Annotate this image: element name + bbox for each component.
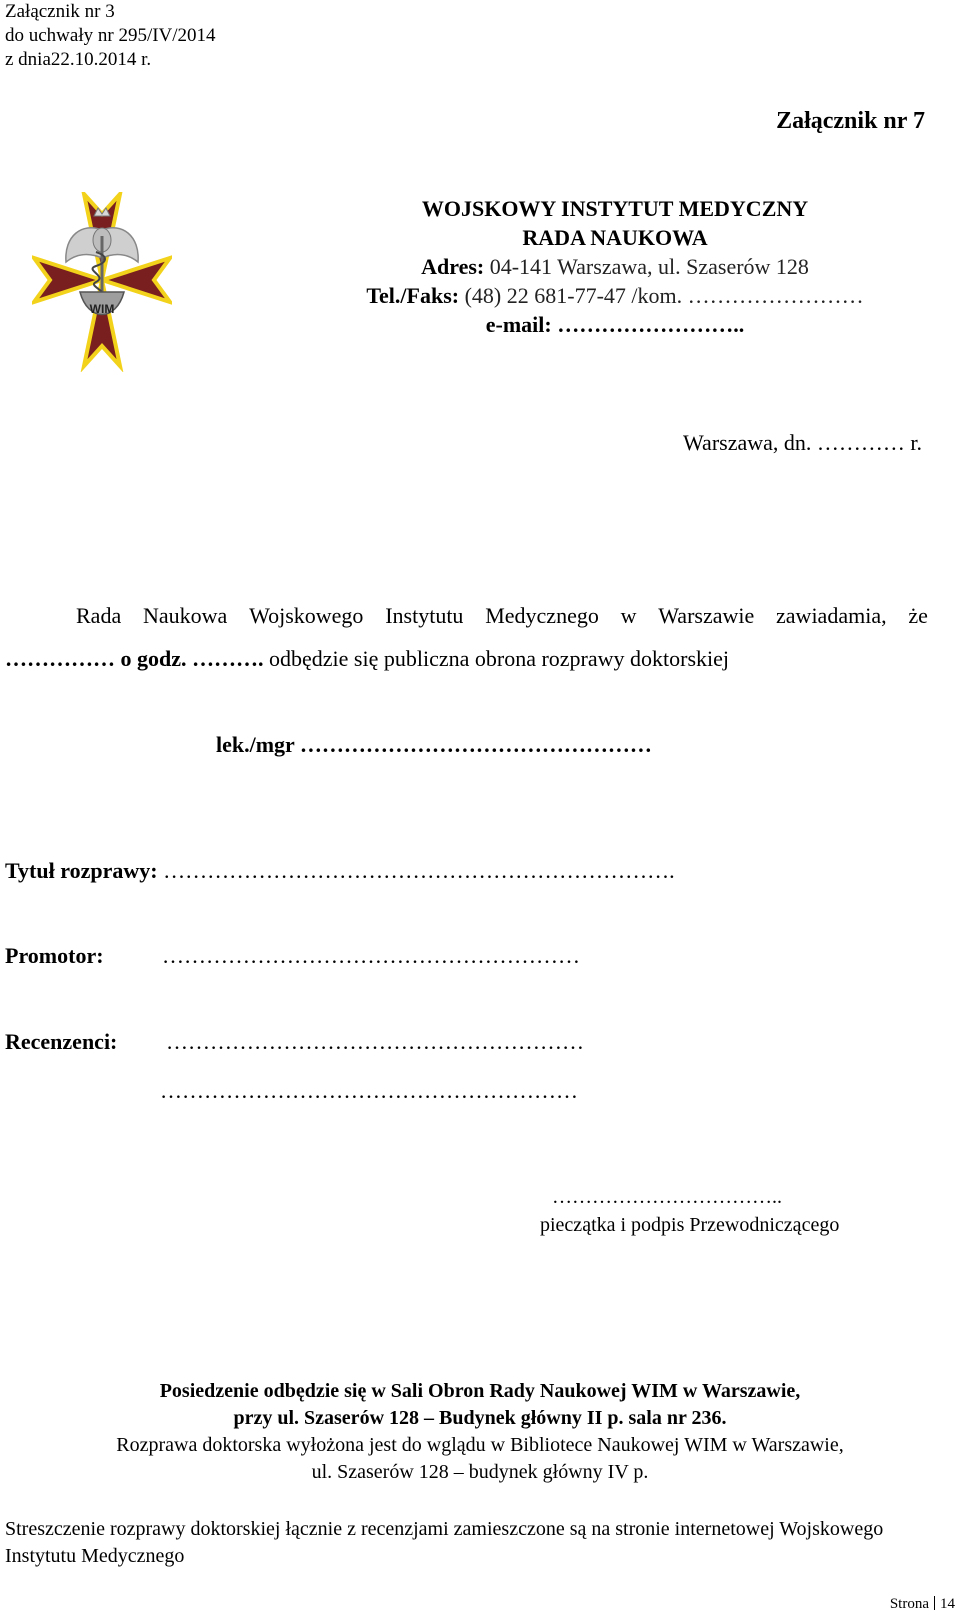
notice-rest: odbędzie się publiczna obrona rozprawy doktorskiej [269, 646, 730, 671]
notice-word: Rada [76, 603, 122, 628]
meeting-info [0, 1378, 960, 1486]
notice-word: Medycznego [485, 603, 599, 628]
notice-word: w [620, 603, 637, 628]
tel-line [300, 281, 930, 310]
summary-note: Streszczenie rozprawy doktorskiej łącznie z recenzjami zamieszczone są na stronie internetowej Wojskowego Instytutu Medycznego [5, 1518, 884, 1567]
signature-dots: …………………………….. [552, 1186, 782, 1208]
attachment-line-3: z dnia22.10.2014 r. [5, 49, 152, 70]
title-row [5, 858, 675, 884]
meeting-line-4: ul. Szaserów 128 – budynek główny IV p. [311, 1461, 649, 1483]
title-dots: ……………………………………………………………. [163, 858, 675, 883]
notice-word: Warszawie [658, 603, 755, 628]
page-footer [890, 1596, 955, 1613]
reviewers-row [5, 1029, 117, 1055]
address-label: Adres: [421, 254, 485, 279]
defense-date-time: …………… o godz. ……… [5, 646, 258, 671]
reviewer-2-dots: ………………………………………………… [160, 1078, 578, 1103]
defense-time-tail: . [258, 646, 269, 671]
footer-separator [934, 1596, 935, 1610]
candidate-line: lek./mgr ………………………………………… [216, 732, 652, 757]
attachment-title: Załącznik nr 7 [776, 108, 925, 134]
reviewers-label: Recenzenci: [5, 1029, 118, 1054]
meeting-line-2: przy ul. Szaserów 128 – Budynek główny II p. sala nr 236. [233, 1407, 727, 1429]
wim-logo-text: WIM [89, 302, 115, 316]
wim-emblem-icon [32, 192, 172, 372]
tel-value: (48) 22 681-77-47 /kom. …………………… [459, 283, 864, 308]
notice-word: Instytutu [385, 603, 464, 628]
council-name: RADA NAUKOWA [522, 225, 708, 250]
institution-name: WOJSKOWY INSTYTUT MEDYCZNY [421, 196, 809, 221]
signature-label: pieczątka i podpis Przewodniczącego [540, 1214, 840, 1236]
attachment-line-1: Załącznik nr 3 [5, 1, 115, 22]
date-line: Warszawa, dn. ………… r. [683, 430, 922, 455]
promoter-dots: ………………………………………………… [162, 943, 580, 968]
meeting-line-3: Rozprawa doktorska wyłożona jest do wglądu w Bibliotece Naukowej WIM w Warszawie, [116, 1434, 844, 1456]
page-label: Strona [889, 1596, 929, 1612]
address-value: 04-141 Warszawa, ul. Szaserów 128 [484, 254, 809, 279]
email-value: …………………….. [551, 312, 745, 337]
attachment-line-2: do uchwały nr 295/IV/2014 [5, 25, 216, 46]
notice-line-2 [5, 646, 729, 672]
notice-word: Wojskowego [249, 603, 364, 628]
email-line [300, 310, 930, 339]
page-number: 14 [940, 1596, 955, 1612]
title-label: Tytuł rozprawy: [5, 858, 158, 883]
promoter-row [5, 943, 104, 969]
notice-word: że [908, 603, 928, 628]
email-label: e-mail: [485, 312, 552, 337]
institution-header [300, 194, 930, 339]
notice-word: zawiadamia, [776, 603, 887, 628]
reviewer-1-dots: ………………………………………………… [166, 1029, 584, 1054]
address-line [300, 252, 930, 281]
promoter-label: Promotor: [5, 943, 104, 968]
attachment-reference [5, 0, 216, 72]
wim-logo [32, 192, 172, 372]
meeting-line-1: Posiedzenie odbędzie się w Sali Obron Rady Naukowej WIM w Warszawie, [159, 1380, 801, 1402]
notice-word: Naukowa [142, 603, 228, 628]
tel-label: Tel./Faks: [366, 283, 460, 308]
notice-line-1 [76, 603, 928, 629]
